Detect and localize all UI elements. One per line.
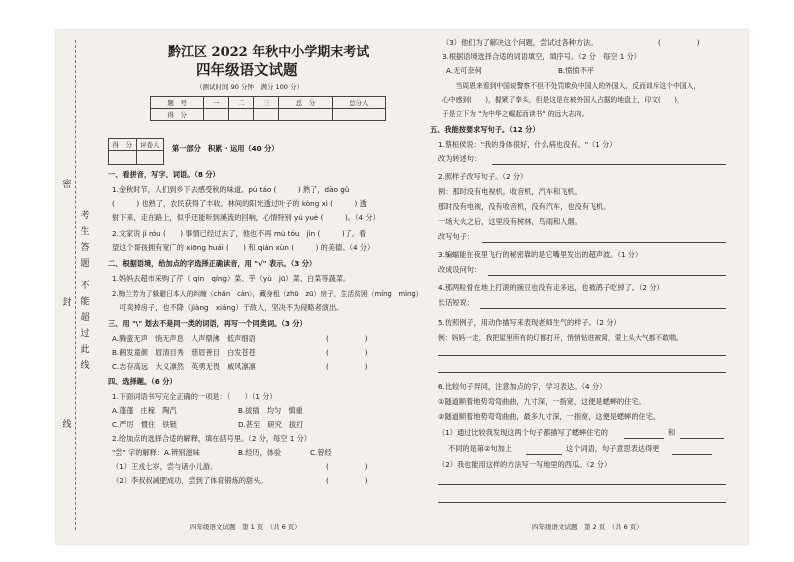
- answer-blank[interactable]: ( ): [326, 362, 368, 371]
- exam-title: 黔江区 2022 年秋中小学期末考试: [168, 45, 370, 60]
- strip-char: 题: [80, 259, 90, 269]
- grader-box: [108, 138, 164, 165]
- question-line: （3）他们为了解决这个问题，尝试过各种方法。: [442, 38, 598, 47]
- question-line: （2）我也能用这样的方法写一写地里的西瓜。（2 分）: [438, 460, 612, 469]
- strip-char: 不: [80, 281, 90, 291]
- answer-blank[interactable]: ( ): [326, 334, 368, 343]
- seal-char: 封: [62, 298, 72, 308]
- score-cell[interactable]: [332, 109, 385, 121]
- question-line: 1.蔡桓侯说："我的身体很好，什么病也没有。"（1 分）: [438, 140, 617, 149]
- section-heading: 三、用 "\" 划去不是同一类的词语，再写一个同类词。（3 分）: [108, 319, 307, 328]
- option-line: C.严厉 惯住 铁链: [112, 420, 177, 429]
- score-header: 三: [254, 97, 279, 109]
- question-line: 2.文家说 jì róu ( ) 事情已经过去了，他也不再 mù tóu jìn ( )了。看: [112, 229, 367, 238]
- question-line: 这个词语，句子意思表达得更: [566, 444, 660, 453]
- answer-line[interactable]: [526, 454, 562, 455]
- answer-prompt: 改为转述句：: [438, 154, 482, 163]
- example-line: 例：那时没有电视机，收音机，汽车和飞机。: [438, 187, 582, 196]
- score-cell[interactable]: [254, 109, 279, 121]
- answer-line[interactable]: [438, 502, 726, 503]
- section-heading: 一、看拼音，写字、词语。（8 分）: [108, 170, 220, 179]
- score-header: 二: [229, 97, 254, 109]
- option-line: C.志存高远 大义凛然 英勇无畏 威风凛凛: [112, 362, 256, 371]
- option-line: B.鹤发童颜 眉清目秀 慈眉善目 白发苍苍: [112, 348, 256, 357]
- answer-prompt: 长话短说：: [438, 298, 474, 307]
- question-line: 3.根据语境选择合适的词语填空，填序号。（2 分 每空 1 分）: [442, 52, 641, 61]
- question-line: 不同的是第②句加上: [448, 444, 512, 453]
- page-2: [428, 30, 744, 544]
- answer-line[interactable]: [482, 242, 726, 243]
- question-line: 和: [668, 428, 676, 437]
- passage-line: 于是立下为 "为中华之崛起而读书" 的远大志向。: [442, 110, 589, 118]
- seal-line: [75, 40, 76, 530]
- example-line: 例：妈妈一走，我把屋里所有的灯都打开，悄悄钻进被窝，蒙上头大气都不敢喘。: [438, 334, 683, 342]
- passage-line: 当周恩来看到中国说警察不但不处罚欺负中国人的外国人，反而训斥这个中国人，: [442, 82, 701, 90]
- strip-char: 此: [80, 345, 90, 355]
- example-line: 那时没有电视，没有收音机，没有汽车，也没有飞机。: [438, 202, 611, 211]
- option-line: B.经历，体验: [238, 448, 282, 457]
- question-line: 射下来，走在路上，似乎还能听到溪流的回响，心情特别 yú yuè ( )。（4 分）: [112, 213, 380, 222]
- answer-line[interactable]: [624, 438, 664, 439]
- question-line: 2.照样子改写句子。（2 分）: [438, 172, 528, 181]
- answer-line[interactable]: [680, 438, 724, 439]
- answer-line[interactable]: [438, 372, 726, 373]
- part-heading: 第一部分 积累 · 运用（40 分）: [172, 144, 279, 153]
- passage-line: 心中感到( )，握紧了拳头，但是这是在被外国人占据的地盘上，印文( )，: [442, 96, 684, 104]
- option-line: "尝" 字的解释：A.辨别滋味: [112, 448, 200, 457]
- grader-label: 得 分: [109, 139, 137, 151]
- answer-line[interactable]: [492, 164, 726, 165]
- grader-cell[interactable]: [109, 151, 137, 165]
- grader-cell[interactable]: [136, 151, 164, 165]
- strip-char: 线: [80, 361, 90, 371]
- question-line: 2.梅兰芳为了躲避日本人的纠缠（chán càn），藏身租（zhū zū）房子，生活贫困（míng mìng）: [112, 290, 423, 298]
- score-cell[interactable]: [204, 109, 229, 121]
- question-line: 5.仿照例子，用动作描写来表现老师生气的样子。（2 分）: [438, 318, 621, 327]
- strip-char: 考: [80, 211, 90, 221]
- answer-line[interactable]: [438, 484, 726, 485]
- answer-line[interactable]: [488, 275, 726, 276]
- binding-strip: [56, 30, 94, 544]
- question-line: 3.蝙蝠能在夜里飞行的秘密靠的是它嘴里发出的超声波。（1 分）: [438, 250, 643, 259]
- sentence-line: ②隧道顺着地势弯弯曲曲，最多九寸深，一指宽，这便是蟋蟀的住宅。: [438, 412, 661, 421]
- page-footer: 四年级语文试题 第 1 页 （共 6 页）: [190, 523, 301, 531]
- answer-line[interactable]: [438, 355, 726, 356]
- exam-sheet: [56, 30, 748, 544]
- option-line: B.愤愤不平: [558, 66, 594, 75]
- question-line: 一场大火之后，这里没有树林，鸟雨和人烟。: [438, 217, 582, 226]
- answer-prompt: 改成设问句：: [438, 265, 482, 274]
- strip-char: 生: [80, 227, 90, 237]
- question-line: 1.妈妈去超市采购了芹（ qín qíng）菜、芋（yù jū）菜、白菜等蔬菜。: [112, 274, 351, 283]
- option-line: B.拔插 均匀 慎重: [238, 406, 303, 415]
- question-line: （1）王戎七岁，尝与诸小儿游。: [112, 462, 218, 471]
- question-line: 望这个哥孩拥有宽广的 xiōng huái ( ) 和 qián xùn ( ) 的美德。（4 分）: [112, 243, 375, 252]
- option-line: A.无可奈何: [446, 66, 482, 75]
- strip-char: 超: [80, 313, 90, 323]
- question-line: 4.那两粒骨在地上打滚的豌豆也没有走多远，也被鸽子吃掉了。（2 分）: [438, 283, 664, 292]
- question-line: 6.比较句子异同，注意加点的字，学习表达。（4 分）: [438, 382, 607, 391]
- score-cell[interactable]: [229, 109, 254, 121]
- option-line: D.甚至 研究 拔打: [238, 420, 304, 429]
- section-heading: 二、根据语境，给加点的字选择正确读音，用 "√" 表示。（3 分）: [108, 259, 317, 268]
- sentence-line: ①隧道顺着地势弯弯曲曲，九寸深，一指宽，这便是蟋蟀的住宅。: [438, 397, 646, 406]
- grader-label: 评卷人: [136, 139, 164, 151]
- strip-char: 答: [80, 243, 90, 253]
- score-header: 总 分: [279, 97, 332, 109]
- strip-char: 过: [80, 329, 90, 339]
- question-line: 2.给加点的选择合适的解释，填在括号里。（2 分，每空 1 分）: [112, 434, 311, 443]
- exam-duration: （测试时间 90 分钟 满分 100 分）: [196, 83, 303, 91]
- section-heading: 五、我能按要求写句子。（12 分）: [430, 125, 540, 134]
- score-header: 题 号: [151, 97, 204, 109]
- section-heading: 四、选择题。（6 分）: [108, 377, 177, 386]
- question-line: 1.金秋时节，人们到乡下去感受秋的味道。pú táo ( ) 熟了，dào gǔ: [112, 185, 350, 194]
- seal-char: 线: [62, 420, 72, 430]
- option-line: A.蓬蓬 庄稼 陶汽: [112, 406, 177, 415]
- question-line: 可卖掉房子，也不降（jiàng xiáng）于敌人，坚决不为侵略者演出。: [112, 303, 344, 312]
- strip-char: 能: [80, 297, 90, 307]
- answer-blank[interactable]: ( ): [326, 476, 368, 485]
- answer-blank[interactable]: ( ): [658, 38, 700, 47]
- score-table: [150, 96, 386, 121]
- exam-subject: 四年级语文试题: [196, 62, 298, 79]
- option-line: A.腾蛮无声 悄无声息 人声鼎沸 低声细语: [112, 334, 256, 343]
- question-line: （1）通过比较我发现这两个句子都描写了蟋蟀住宅的: [438, 428, 608, 437]
- score-header: 一: [204, 97, 229, 109]
- option-line: C.曾经: [310, 448, 332, 457]
- answer-line[interactable]: [672, 454, 712, 455]
- page-1: [98, 30, 423, 544]
- question-line: ( ) 也熟了，农民获得了丰收。林间的阳光透过叶子的 kòng xì ( ) 透: [112, 199, 367, 208]
- question-line: （2）李叔叔减肥成功，尝到了体育锻炼的甜头。: [112, 476, 268, 485]
- answer-blank[interactable]: ( ): [326, 462, 368, 471]
- answer-prompt: 改写句子：: [438, 232, 474, 241]
- score-cell[interactable]: [279, 109, 332, 121]
- score-label: 得 分: [151, 109, 204, 121]
- seal-char: 密: [62, 180, 72, 190]
- question-line: 1.下面词语书写完全正确的一项是：（ ）（1 分）: [112, 392, 277, 401]
- page-footer: 四年级语文试题 第 2 页 （共 6 页）: [532, 523, 643, 531]
- score-header: 总分人: [332, 97, 385, 109]
- answer-blank[interactable]: ( ): [326, 348, 368, 357]
- answer-line[interactable]: [480, 308, 726, 309]
